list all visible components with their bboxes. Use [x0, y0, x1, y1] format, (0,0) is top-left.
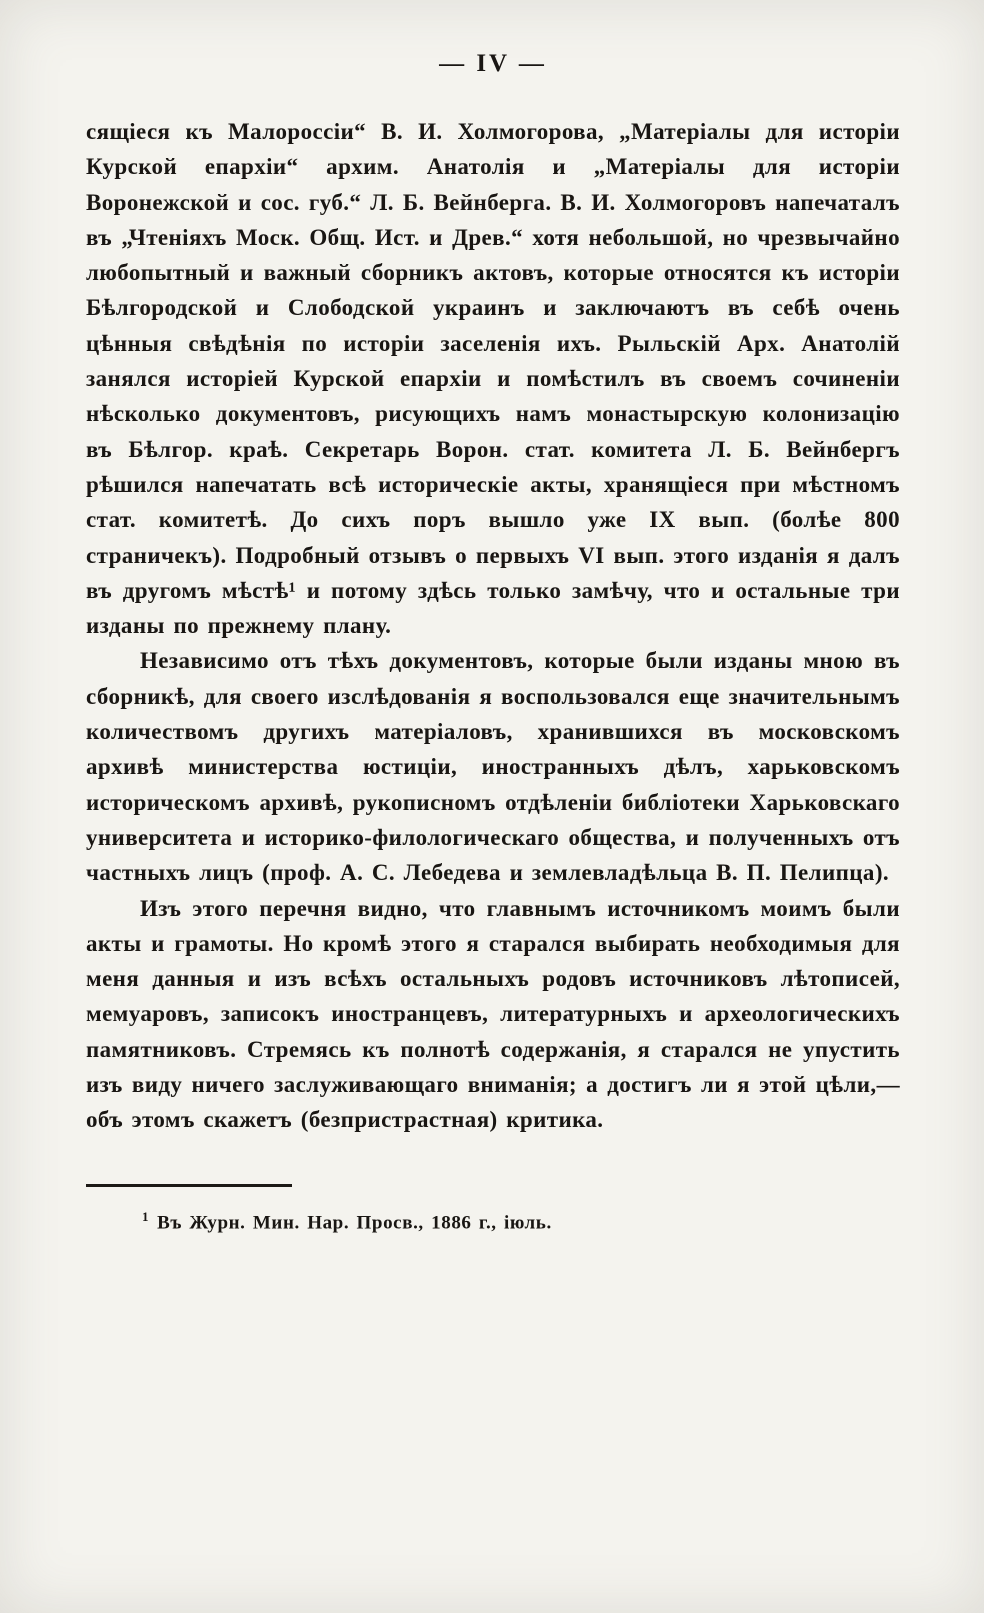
footnote-marker: 1	[142, 1208, 150, 1224]
footnote	[86, 1209, 900, 1234]
paragraph-sources: Независимо отъ тѣхъ документовъ, которые были изданы мною въ сборникѣ, для своего изслѣдованія я воспользовался еще значительнымъ количествомъ другихъ матеріаловъ, хранившихся въ московскомъ архивѣ министерства юстиціи, иностранныхъ дѣлъ, харьковскомъ историческомъ архивѣ, рукописномъ отдѣленіи библіотеки Харьковскаго университета и историко-филологическаго общества, и полученныхъ отъ частныхъ лицъ (проф. А. С. Лебедева и землевладѣльца В. П. Пелипца).	[86, 648, 900, 886]
page-body	[86, 114, 900, 1138]
footnote-text: Въ Журн. Мин. Нар. Просв., 1886 г., іюль.	[157, 1211, 552, 1233]
footnote-separator	[86, 1184, 292, 1187]
paragraph-conclusion: Изъ этого перечня видно, что главнымъ источникомъ моимъ были акты и грамоты. Но кромѣ этого я старался выбирать необходимыя для меня данныя и изъ всѣхъ остальныхъ родовъ источниковъ лѣтописей, мемуаровъ, записокъ иностранцевъ, литературныхъ и археологическихъ памятниковъ. Стремясь къ полнотѣ содержанія, я старался не упустить изъ виду ничего заслуживающаго вниманія; а достигъ ли я этой цѣли,—объ этомъ скажетъ (безпристрастная) критика.	[86, 895, 900, 1133]
paragraph-continuation: сящіеся къ Малороссіи“ В. И. Холмогорова, „Матеріалы для исторіи Курской епархіи“ архим. Анатолія и „Матеріалы для исторіи Воронежской и сос. губ.“ Л. Б. Вейнберга. В. И. Холмогоровъ напечаталъ въ „Чтеніяхъ Моск. Общ. Ист. и Древ.“ хотя небольшой, но чрезвычайно любопытный и важный сборникъ актовъ, которые относятся къ исторіи Бѣлгородской и Слободской украинъ и заключаютъ въ себѣ очень цѣнныя свѣдѣнія по исторіи заселенія ихъ. Рыльскій Арх. Анатолій занялся исторіей Курской епархіи и помѣстилъ въ своемъ сочиненіи нѣсколько документовъ, рисующихъ намъ монастырскую колонизацію въ Бѣлгор. краѣ. Секретарь Ворон. стат. комитета Л. Б. Вейнбергъ рѣшился напечатать всѣ историческіе акты, хранящіеся при мѣстномъ стат. комитетѣ. До сихъ поръ вышло уже IX вып. (болѣе 800 страничекъ). Подробный отзывъ о первыхъ VI вып. этого изданія я далъ въ другомъ мѣстѣ¹ и потому здѣсь только замѣчу, что и остальные три изданы по прежнему плану.	[86, 119, 900, 639]
page-number: — IV —	[439, 50, 547, 77]
